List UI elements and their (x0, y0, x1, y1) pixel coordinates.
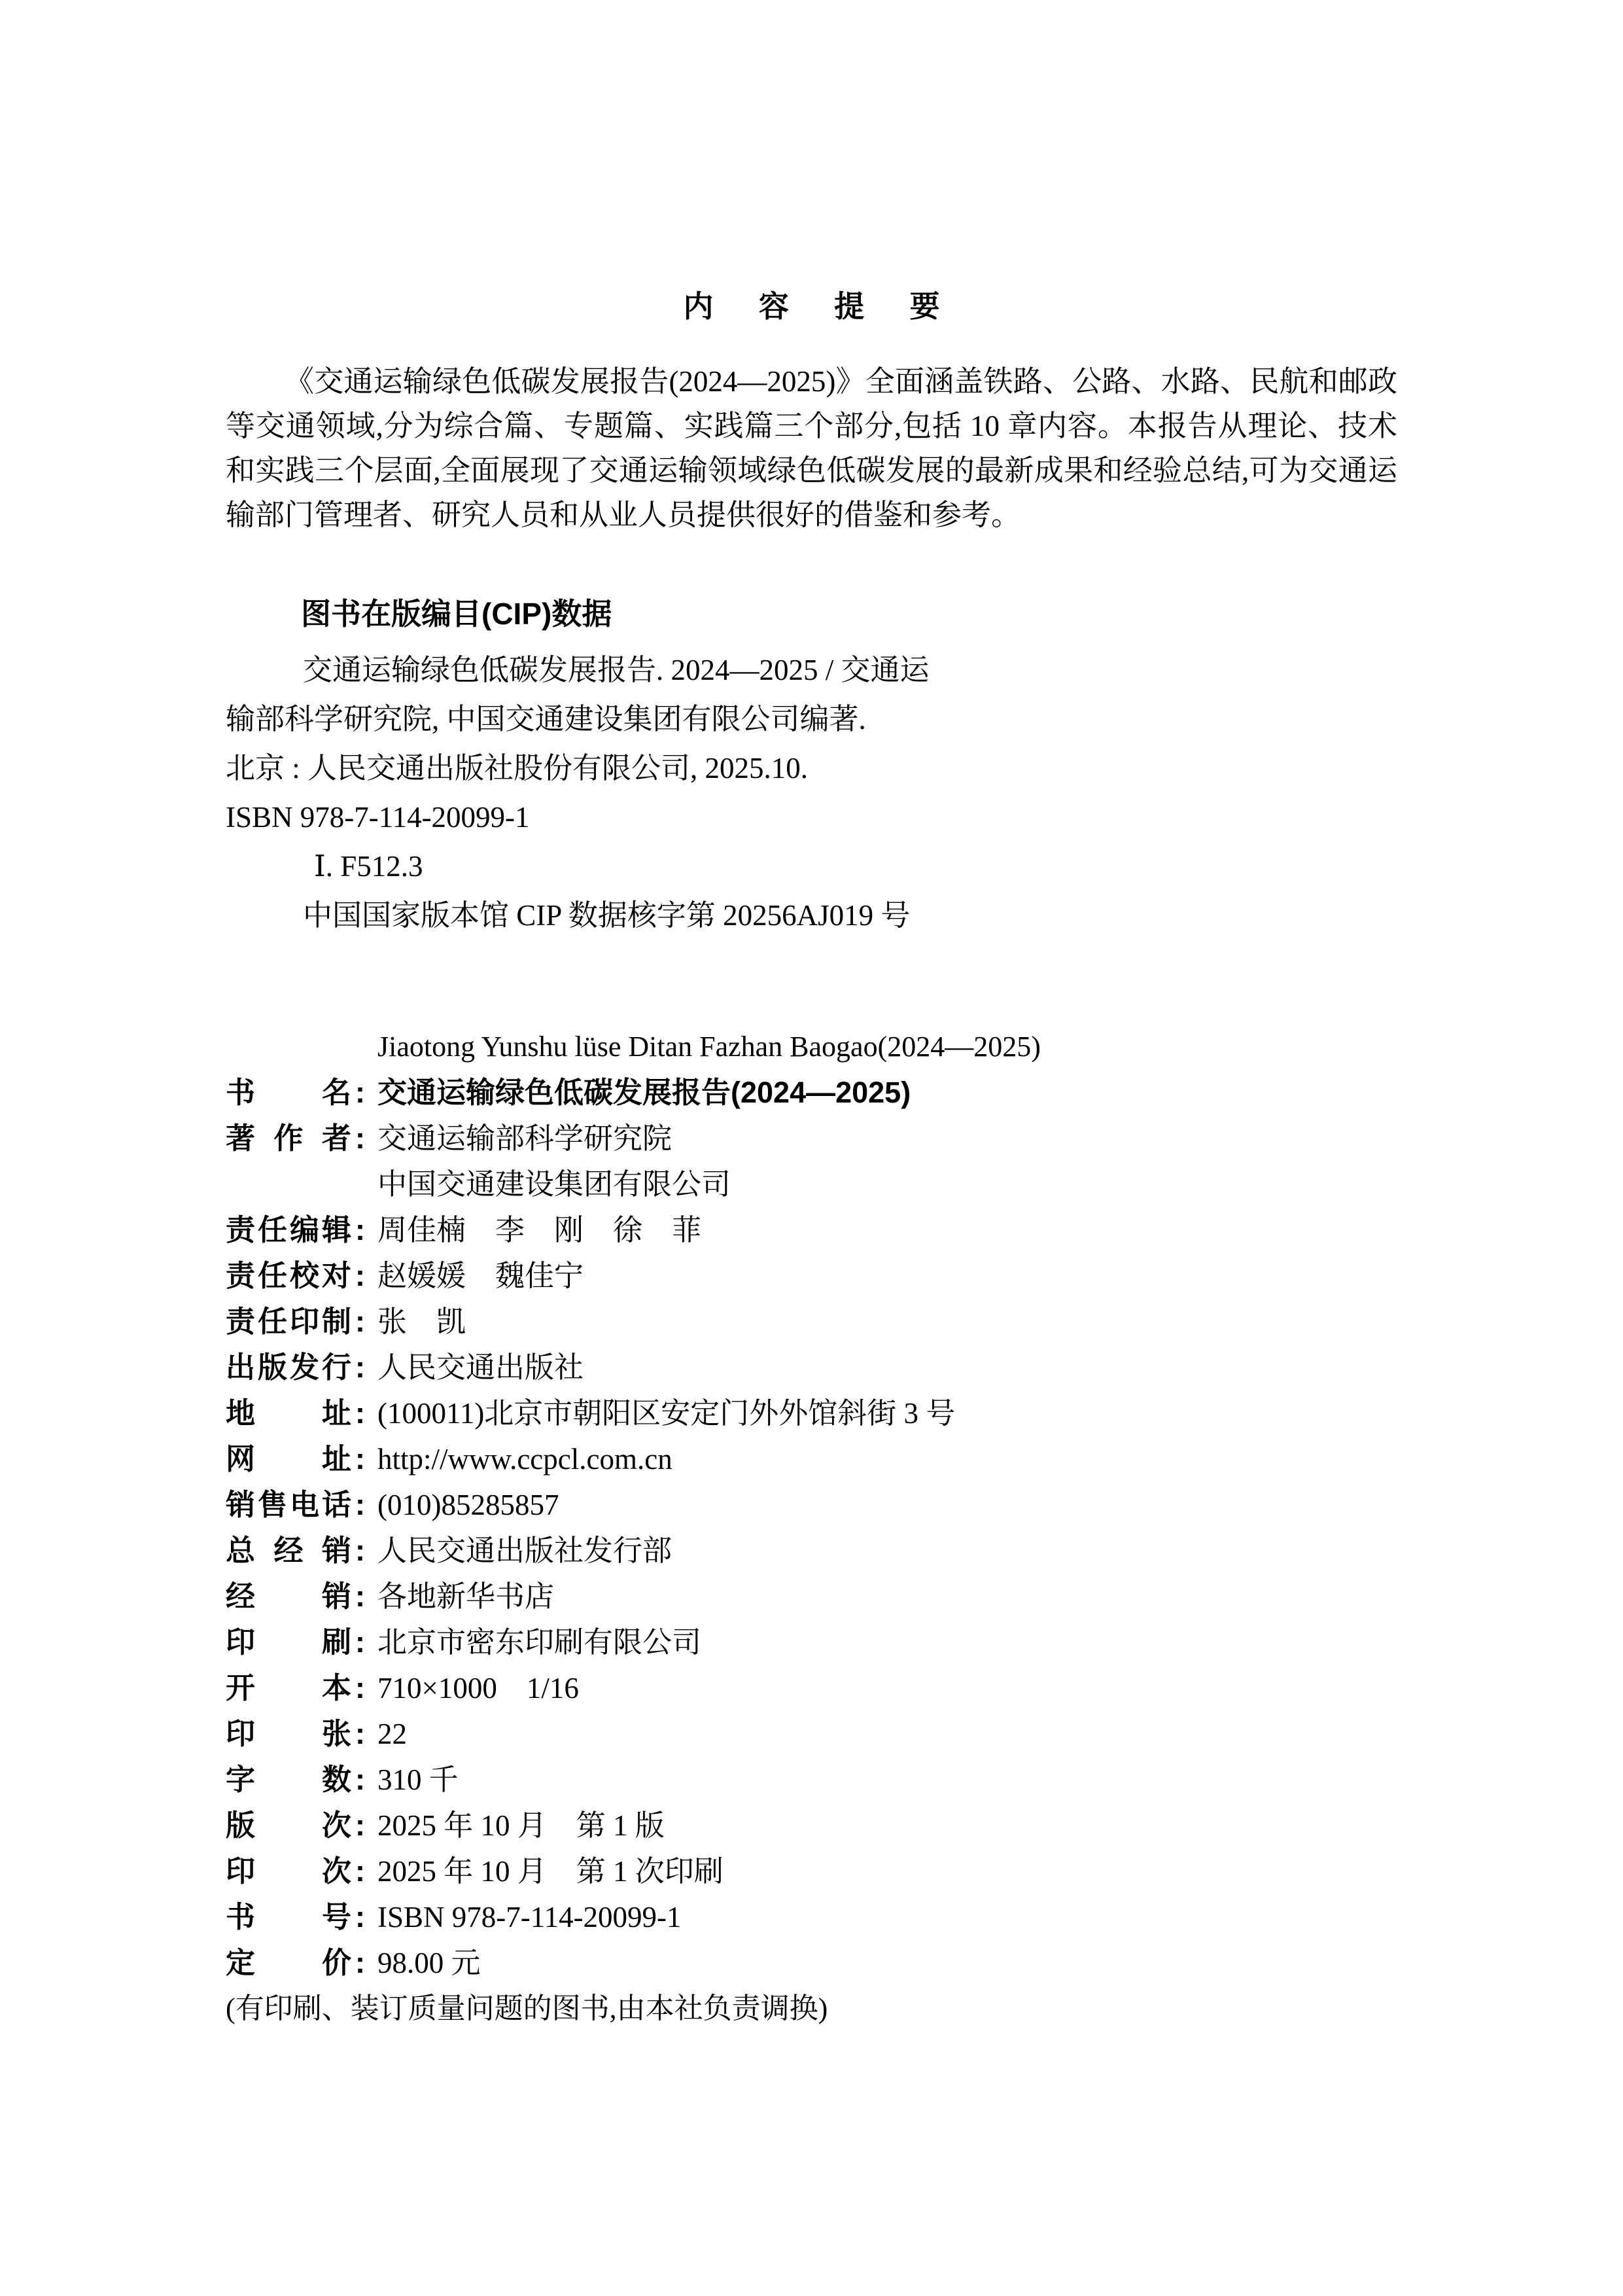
row-value: 人民交通出版社发行部 (377, 1534, 672, 1567)
row-colon: : (355, 1809, 365, 1842)
colophon-row-book-number (226, 1894, 1397, 1940)
row-value: 交通运输绿色低碳发展报告(2024—2025) (377, 1076, 911, 1109)
row-label: 字 数 (226, 1763, 351, 1796)
colophon-row-author (226, 1116, 1397, 1161)
colophon-row-price (226, 1940, 1397, 1986)
row-value: 交通运输部科学研究院 (377, 1122, 672, 1155)
row-colon: : (355, 1396, 365, 1430)
row-label: 销 售 电 话 (226, 1488, 351, 1521)
row-value: 2025 年 10 月 第 1 版 (377, 1809, 665, 1842)
row-label: 印 次 (226, 1854, 351, 1888)
row-label: 书 名 (226, 1076, 351, 1109)
row-label: 著 作 者 (226, 1122, 351, 1155)
colophon-row-word-count (226, 1757, 1397, 1803)
row-colon: : (355, 1534, 365, 1567)
row-label: 经 销 (226, 1580, 351, 1613)
row-label: 开 本 (226, 1671, 351, 1704)
content-summary-heading-text: 内 容 提 要 (683, 289, 940, 323)
row-colon: : (355, 1763, 365, 1796)
row-colon: : (355, 1305, 365, 1338)
row-label: 责 任 校 对 (226, 1259, 351, 1292)
row-label: 印 张 (226, 1717, 351, 1750)
cip-line: 交通运输绿色低碳发展报告. 2024—2025 / 交通运 (303, 654, 930, 686)
pinyin-title: Jiaotong Yunshu lüse Ditan Fazhan Baogao(2024—2025) (377, 1031, 1041, 1063)
colophon-row-book-title (226, 1070, 1397, 1116)
row-label: 责 任 编 辑 (226, 1213, 351, 1246)
row-colon: : (355, 1946, 365, 1979)
row-value: 中国交通建设集团有限公司 (377, 1168, 731, 1201)
row-colon: : (355, 1671, 365, 1704)
colophon-row-website (226, 1436, 1397, 1482)
cip-heading: 图书在版编目(CIP)数据 (301, 597, 612, 631)
colophon-row-proofreader (226, 1253, 1397, 1299)
colophon-row-format (226, 1665, 1397, 1711)
row-value: 710×1000 1/16 (377, 1672, 579, 1704)
colophon (226, 1024, 1397, 2032)
colophon-row-general-distributor (226, 1528, 1397, 1574)
row-value: 张 凯 (377, 1305, 466, 1338)
cip-record-number-line: 中国国家版本馆 CIP 数据核字第 20256AJ019 号 (303, 899, 911, 932)
row-label: 地 址 (226, 1396, 351, 1430)
cip-line: 输部科学研究院, 中国交通建设集团有限公司编著. (226, 703, 866, 735)
page-column (226, 0, 1397, 2032)
row-colon: : (355, 1625, 365, 1659)
quality-exchange-note: (有印刷、装订质量问题的图书,由本社负责调换) (226, 1992, 828, 2024)
row-colon: : (355, 1259, 365, 1292)
content-summary-heading (226, 0, 1397, 321)
cip-line: 北京 : 人民交通出版社股份有限公司, 2025.10. (226, 752, 809, 785)
row-value: 赵媛媛 魏佳宁 (377, 1260, 584, 1292)
content-summary-paragraph: 《交通运输绿色低碳发展报告(2024—2025)》全面涵盖铁路、公路、水路、民航和邮政等交通领域,分为综合篇、专题篇、实践篇三个部分,包括 10 章内容。本报告从理论、技术和实践三个层面,全面展现了交通运输领域绿色低碳发展的最新成果和经验总结,可为交通运输部门管理者、研究人员和从业人员提供很好的借鉴和参考。 (226, 365, 1397, 531)
row-colon: : (355, 1717, 365, 1750)
cip-data-block (226, 646, 1397, 940)
row-label: 责 任 印 制 (226, 1305, 351, 1338)
row-label: 定 价 (226, 1946, 351, 1979)
colophon-row-print-supervisor (226, 1299, 1397, 1345)
row-value: 22 (377, 1718, 407, 1750)
colophon-row-editor (226, 1207, 1397, 1253)
row-colon: : (355, 1213, 365, 1246)
colophon-row-edition (226, 1803, 1397, 1848)
row-label: 印 刷 (226, 1625, 351, 1659)
row-colon: : (355, 1580, 365, 1613)
row-value: 2025 年 10 月 第 1 次印刷 (377, 1855, 724, 1888)
colophon-row-impression (226, 1848, 1397, 1894)
cip-classification-line: Ⅰ. F512.3 (314, 850, 423, 883)
row-colon: : (355, 1122, 365, 1155)
cip-isbn-line: ISBN 978-7-114-20099-1 (226, 801, 530, 834)
row-value: 98.00 元 (377, 1947, 481, 1979)
colophon-row-printer (226, 1619, 1397, 1665)
colophon-row-publisher (226, 1345, 1397, 1390)
colophon-row-sheets (226, 1711, 1397, 1757)
row-colon: : (355, 1351, 365, 1384)
row-label: 网 址 (226, 1442, 351, 1475)
row-label: 版 次 (226, 1809, 351, 1842)
row-value: 北京市密东印刷有限公司 (377, 1626, 702, 1659)
row-value: 各地新华书店 (377, 1580, 555, 1613)
row-colon: : (355, 1076, 365, 1109)
colophon-row-distributor (226, 1574, 1397, 1619)
row-colon: : (355, 1488, 365, 1521)
row-label: 出 版 发 行 (226, 1351, 351, 1384)
row-value: 周佳楠 李 刚 徐 菲 (377, 1214, 702, 1246)
row-value: ISBN 978-7-114-20099-1 (377, 1901, 682, 1934)
row-value: http://www.ccpcl.com.cn (377, 1443, 672, 1475)
row-value: (100011)北京市朝阳区安定门外外馆斜街 3 号 (377, 1397, 956, 1430)
row-label: 总 经 销 (226, 1534, 351, 1567)
row-value: (010)85285857 (377, 1489, 559, 1521)
row-value: 人民交通出版社 (377, 1351, 584, 1384)
colophon-row-author-cont (226, 1161, 1397, 1207)
row-label: 书 号 (226, 1900, 351, 1934)
row-colon: : (355, 1442, 365, 1475)
colophon-row-address (226, 1390, 1397, 1436)
colophon-row-sales-phone (226, 1482, 1397, 1528)
row-colon: : (355, 1900, 365, 1934)
row-colon: : (355, 1854, 365, 1888)
row-value: 310 千 (377, 1763, 459, 1796)
